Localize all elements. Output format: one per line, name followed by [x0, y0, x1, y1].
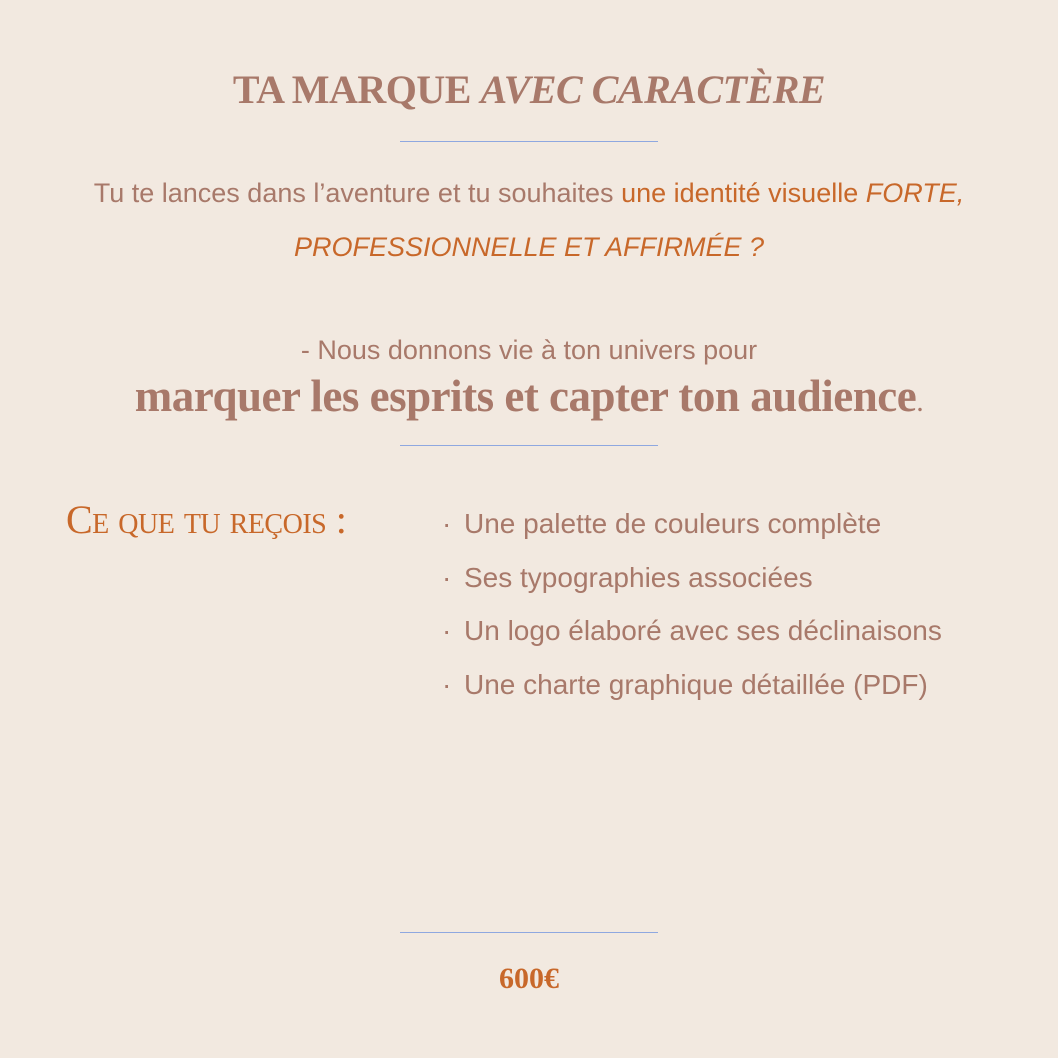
divider-bottom: [400, 932, 658, 933]
list-item: · Une palette de couleurs complète: [440, 497, 1000, 551]
divider-top: [400, 141, 658, 142]
mission-tagline: [0, 370, 1058, 422]
title-part-1: TA MARQUE: [232, 67, 481, 112]
divider-middle: [400, 445, 658, 446]
mission-lead: - Nous donnons vie à ton univers pour: [300, 335, 758, 365]
intro-highlight: une identité visuelle: [621, 178, 866, 208]
list-item: · Une charte graphique détaillée (PDF): [440, 658, 1000, 712]
list-item: · Un logo élaboré avec ses déclinaisons: [440, 604, 1000, 658]
receive-label: Ce que tu reçois :: [66, 497, 347, 542]
intro-emphasis: FORTE, PROFESSIONNELLE ET AFFIRMÉE ?: [293, 178, 965, 262]
intro-paragraph: [0, 166, 1058, 274]
list-item: · Ses typographies associées: [440, 551, 1000, 605]
title-part-2: AVEC CARACTÈRE: [480, 67, 826, 112]
deliverables-list: [440, 497, 1000, 711]
page-title: [0, 66, 1058, 113]
tagline-text: marquer les esprits et capter ton audience: [134, 371, 917, 421]
tagline-period: .: [916, 385, 924, 418]
price: 600€: [499, 962, 559, 995]
intro-text: Tu te lances dans l’aventure et tu souhaites: [93, 178, 622, 208]
